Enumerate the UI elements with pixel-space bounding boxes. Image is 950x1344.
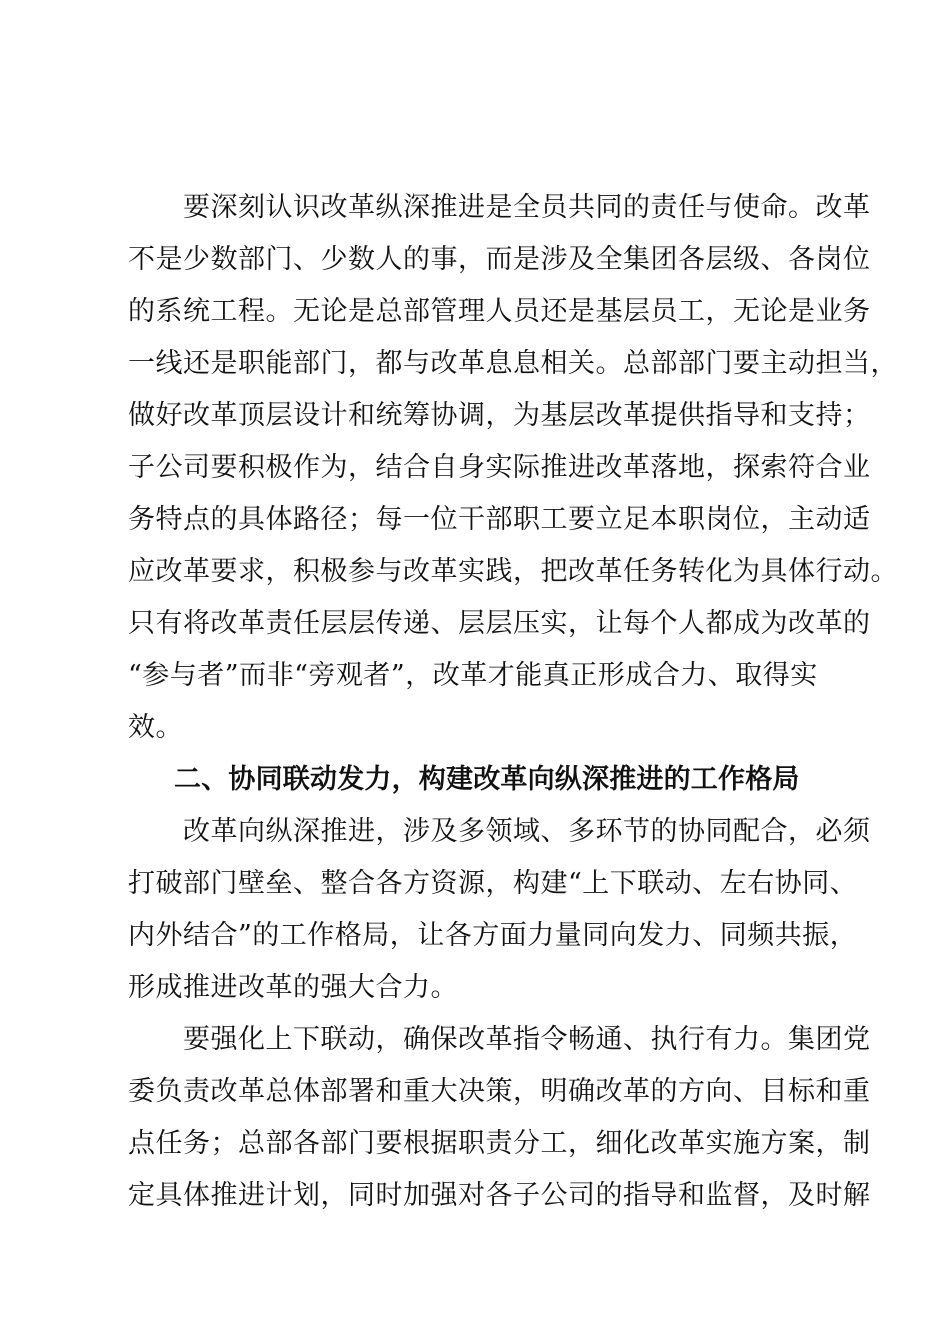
paragraph-1-line-8: 应改革要求，积极参与改革实践，把改革任务转化为具体行动。 [128,556,898,587]
paragraph-1-line-5: 做好改革顶层设计和统筹协调，为基层改革提供指导和支持； [128,400,871,431]
paragraph-2-line-4: 形成推进改革的强大合力。 [128,972,458,1003]
section-heading-2: 二、协同联动发力，构建改革向纵深推进的工作格局 [174,764,800,795]
paragraph-1-line-3: 的系统工程。无论是总部管理人员还是基层员工，无论是业务 [128,296,871,327]
paragraph-2-line-3: 内外结合”的工作格局，让各方面力量同向发力、同频共振， [128,920,858,951]
paragraph-3-line-1: 要强化上下联动，确保改革指令畅通、执行有力。集团党 [128,1024,871,1055]
paragraph-1-line-1: 要深刻认识改革纵深推进是全员共同的责任与使命。改革 [128,192,871,223]
paragraph-2-line-1: 改革向纵深推进，涉及多领域、多环节的协同配合，必须 [128,816,871,847]
paragraph-3-line-4: 定具体推进计划，同时加强对各子公司的指导和监督，及时解 [128,1180,871,1211]
paragraph-3-line-3: 点任务；总部各部门要根据职责分工，细化改革实施方案，制 [128,1128,871,1159]
paragraph-1-line-6: 子公司要积极作为，结合自身实际推进改革落地，探索符合业 [128,452,871,483]
paragraph-1-line-9: 只有将改革责任层层传递、层层压实，让每个人都成为改革的 [128,608,871,639]
paragraph-1-line-4: 一线还是职能部门，都与改革息息相关。总部部门要主动担当， [128,348,898,379]
paragraph-2-line-2: 打破部门壁垒、整合各方资源，构建“上下联动、左右协同、 [128,868,858,899]
paragraph-1-line-2: 不是少数部门、少数人的事，而是涉及全集团各层级、各岗位 [128,244,871,275]
paragraph-1-line-7: 务特点的具体路径；每一位干部职工要立足本职岗位，主动适 [128,504,871,535]
paragraph-3-line-2: 委负责改革总体部署和重大决策，明确改革的方向、目标和重 [128,1076,871,1107]
paragraph-1-line-10: “参与者”而非“旁观者”，改革才能真正形成合力、取得实 [128,660,818,691]
paragraph-1-line-11: 效。 [128,712,183,743]
